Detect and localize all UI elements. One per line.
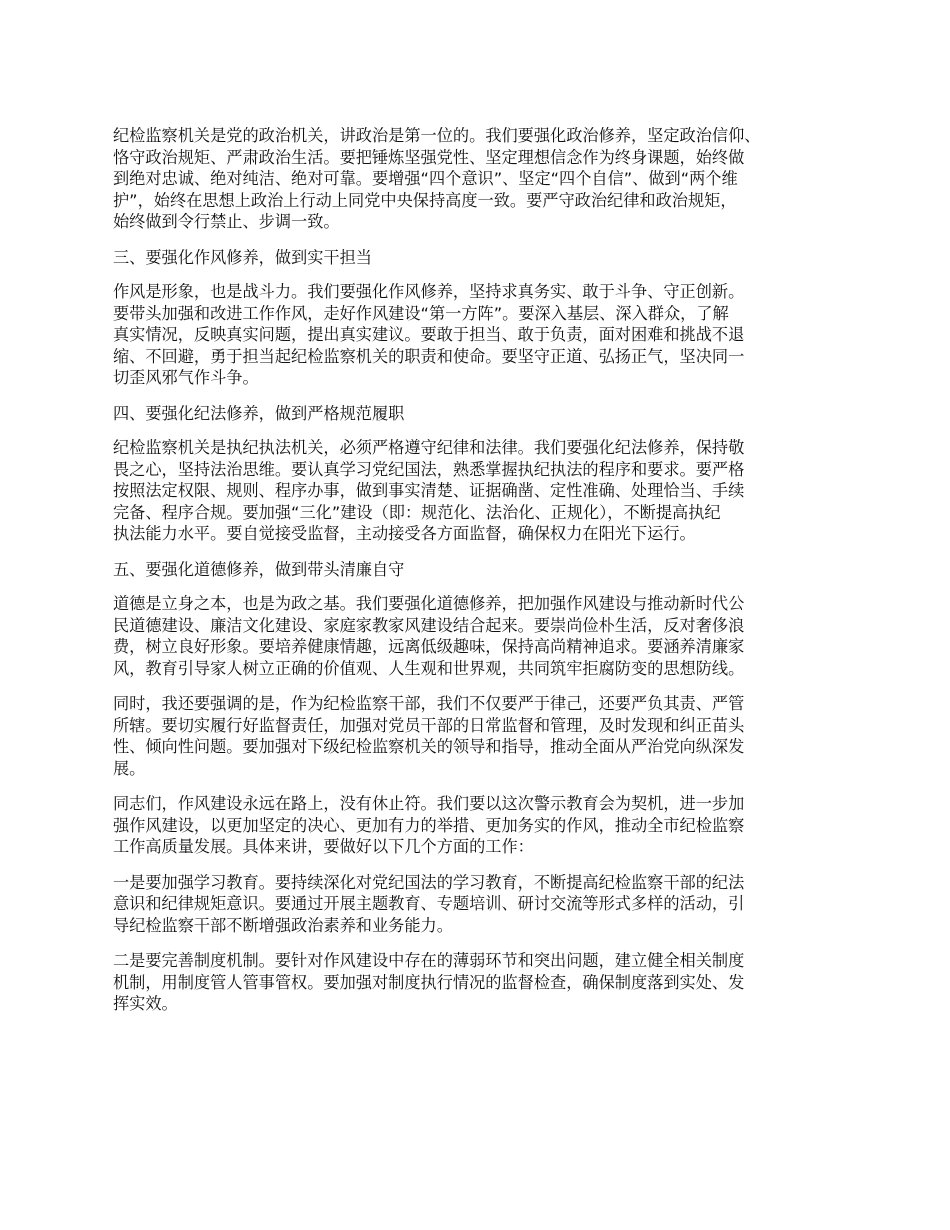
text-line: 道德是立身之本，也是为政之基。我们要强化道德修养，把加强作风建设与推动新时代公 xyxy=(113,594,745,613)
body-paragraph xyxy=(113,693,840,779)
text-line: 费，树立良好形象。要培养健康情趣，远离低级趣味，保持高尚精神追求。要涵养清廉家 xyxy=(113,637,745,656)
section-heading xyxy=(113,247,840,269)
text-line: 按照法定权限、规则、程序办事，做到事实清楚、证据确凿、定性准确、处理恰当、手续 xyxy=(113,481,745,500)
text-line: 恪守政治规矩、严肃政治生活。要把锤炼坚强党性、坚定理想信念作为终身课题，始终做 xyxy=(113,147,745,167)
text-line: 展。 xyxy=(113,758,146,778)
text-line: 作风是形象，也是战斗力。我们要强化作风修养，坚持求真务实、敢于斗争、守正创新。 xyxy=(113,282,745,301)
body-paragraph xyxy=(113,593,840,679)
text-line: 真实情况，反映真实问题，提出真实建议。要敢于担当、敢于负责，面对困难和挑战不退 xyxy=(113,325,745,344)
text-line: 到绝对忠诚、绝对纯洁、绝对可靠。要增强“四个意识”、坚定“四个自信”、做到“两个维 xyxy=(113,169,738,188)
body-paragraph xyxy=(113,793,840,858)
text-line: 切歪风邪气作斗争。 xyxy=(113,368,259,387)
document-page xyxy=(113,125,840,1029)
text-line: 畏之心，坚持法治思维。要认真学习党纪国法，熟悉掌握执纪执法的程序和要求。要严格 xyxy=(113,459,745,479)
text-line: 五、要强化道德修养，做到带头清廉自守 xyxy=(113,559,405,579)
text-line: 同志们，作风建设永远在路上，没有休止符。我们要以这次警示教育会为契机，进一步加 xyxy=(113,794,745,813)
text-line: 三、要强化作风修养，做到实干担当 xyxy=(113,247,372,267)
body-paragraph xyxy=(113,950,840,1015)
body-paragraph xyxy=(113,872,840,937)
text-line: 性、倾向性问题。要加强对下级纪检监察机关的领导和指导，推动全面从严治党向纵深发 xyxy=(113,737,745,756)
text-line: 完备、程序合规。要加强“三化”建设（即：规范化、法治化、正规化），不断提高执纪 xyxy=(113,502,721,522)
text-line: 缩、不回避，勇于担当起纪检监察机关的职责和使命。要坚守正道、弘扬正气，坚决同一 xyxy=(113,346,745,366)
text-line: 要带头加强和改进工作作风，走好作风建设“第一方阵”。要深入基层、深入群众，了解 xyxy=(113,303,729,323)
text-line: 导纪检监察干部不断增强政治素养和业务能力。 xyxy=(113,915,453,935)
text-line: 始终做到令行禁止、步调一致。 xyxy=(113,212,340,231)
text-line: 四、要强化纪法修养，做到严格规范履职 xyxy=(113,403,405,423)
text-line: 机制，用制度管人管事管权。要加强对制度执行情况的监督检查，确保制度落到实处、发 xyxy=(113,972,745,992)
text-line: 执法能力水平。要自觉接受监督，主动接受各方面监督，确保权力在阳光下运行。 xyxy=(113,524,696,543)
text-line: 纪检监察机关是执纪执法机关，必须严格遵守纪律和法律。我们要强化纪法修养，保持敬 xyxy=(113,438,745,457)
text-line: 强作风建设，以更加坚定的决心、更加有力的举措、更加务实的作风，推动全市纪检监察 xyxy=(113,815,745,835)
section-heading xyxy=(113,559,840,581)
text-line: 一是要加强学习教育。要持续深化对党纪国法的学习教育，不断提高纪检监察干部的纪法 xyxy=(113,872,745,892)
body-paragraph xyxy=(113,281,840,389)
section-heading xyxy=(113,403,840,425)
body-paragraph xyxy=(113,125,840,233)
text-line: 民道德建设、廉洁文化建设、家庭家教家风建设结合起来。要崇尚俭朴生活，反对奢侈浪 xyxy=(113,615,745,635)
text-line: 挥实效。 xyxy=(113,994,178,1013)
text-line: 意识和纪律规矩意识。要通过开展主题教育、专题培训、研讨交流等形式多样的活动，引 xyxy=(113,894,745,913)
text-line: 二是要完善制度机制。要针对作风建设中存在的薄弱环节和突出问题，建立健全相关制度 xyxy=(113,951,745,970)
text-line: 所辖。要切实履行好监督责任，加强对党员干部的日常监督和管理，及时发现和纠正苗头 xyxy=(113,715,745,735)
text-line: 同时，我还要强调的是，作为纪检监察干部，我们不仅要严于律己，还要严负其责、严管 xyxy=(113,694,745,713)
text-line: 纪检监察机关是党的政治机关，讲政治是第一位的。我们要强化政治修养，坚定政治信仰、 xyxy=(113,126,761,145)
body-paragraph xyxy=(113,437,840,545)
text-line: 护”，始终在思想上政治上行动上同党中央保持高度一致。要严守政治纪律和政治规矩， xyxy=(113,190,737,210)
text-line: 工作高质量发展。具体来讲，要做好以下几个方面的工作： xyxy=(113,837,534,856)
text-line: 风，教育引导家人树立正确的价值观、人生观和世界观，共同筑牢拒腐防变的思想防线。 xyxy=(113,658,745,678)
